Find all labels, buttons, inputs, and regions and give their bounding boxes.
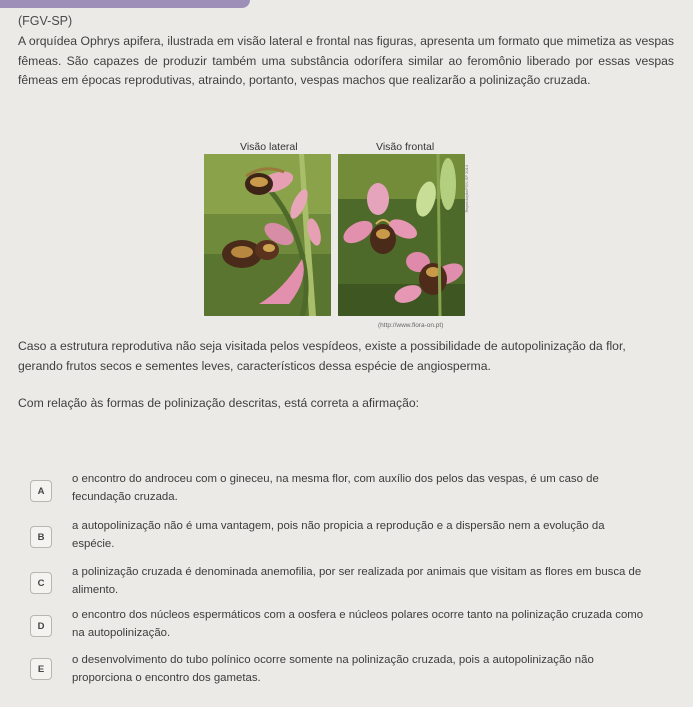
option-a-letter[interactable]: A xyxy=(30,480,52,502)
option-a-text: o encontro do androceu com o gineceu, na mesma flor, com auxílio dos pelos das vespas, é um caso de fecundação cruzada. xyxy=(72,473,599,503)
option-d-text: o encontro dos núcleos espermáticos com a oosfera e núcleos polares ocorre tanto na polinização cruzada como na autopolinização. xyxy=(72,609,644,639)
question-source: (FGV-SP) xyxy=(18,14,73,28)
question-stem: Com relação às formas de polinização descritas, está correta a afirmação: xyxy=(18,396,420,410)
option-e-letter[interactable]: E xyxy=(30,658,52,680)
option-d-letter[interactable]: D xyxy=(30,615,52,637)
orchid-frontal-photo xyxy=(338,154,465,316)
option-c-letter[interactable]: C xyxy=(30,572,52,594)
option-e-text: o desenvolvimento do tubo polínico ocorre somente na polinização cruzada, pois a autopolinização não proporciona o encontro dos gametas. xyxy=(72,654,594,684)
option-b-text: a autopolinização não é uma vantagem, pois não propicia a reprodução e a dispersão nem a evolução da espécie. xyxy=(72,520,605,550)
header-accent-tab xyxy=(0,0,250,8)
option-b-letter[interactable]: B xyxy=(30,526,52,548)
intro-paragraph: A orquídea Ophrys apifera, ilustrada em visão lateral e frontal nas figuras, apresenta um formato que mimetiza as vespas fêmeas. São capazes de produzir também uma substância odorífera similar ao feromônio liberado por essas vespas fêmeas em épocas reprodutivas, atraindo, portanto, vespas machos que realizarão a polinização cruzada. xyxy=(18,34,674,87)
orchid-lateral-photo xyxy=(204,154,331,316)
option-c-text: a polinização cruzada é denominada anemofilia, por ser realizada por animais que visitam as flores em busca de alimento. xyxy=(72,566,642,596)
lateral-view-caption: Visão lateral xyxy=(240,141,298,153)
context-paragraph: Caso a estrutura reprodutiva não seja visitada pelos vespídeos, existe a possibilidade de autopolinização da flor, gerando frutos secos e sementes leves, característicos dessa espécie de angiosperma. xyxy=(18,339,626,373)
photo-credit-url: (http://www.flora-on.pt) xyxy=(378,322,444,329)
photo-side-credit: Reprodução/FGV-SP 2014 xyxy=(464,165,469,213)
frontal-view-caption: Visão frontal xyxy=(376,141,435,153)
